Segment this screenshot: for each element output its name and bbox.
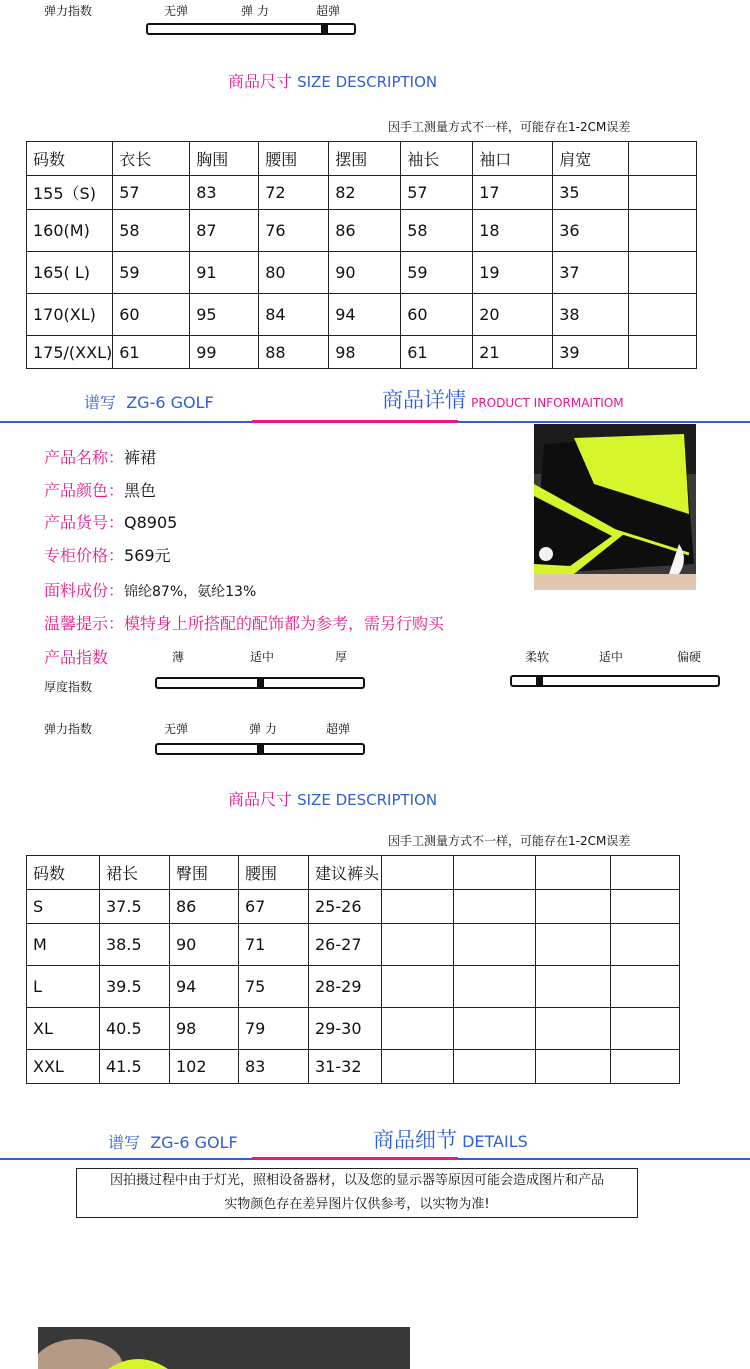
table-cell: 155（S) xyxy=(27,176,113,210)
table-cell xyxy=(611,1008,680,1050)
header-cell: 裙长 xyxy=(100,856,170,890)
table-cell xyxy=(611,1050,680,1084)
elastic-index-label: 弹力指数 xyxy=(44,722,93,736)
table-cell: 98 xyxy=(329,336,401,369)
elastic-mid-label: 弹 力 xyxy=(249,722,277,736)
product-info-title xyxy=(382,384,624,414)
table-cell: XXL xyxy=(27,1050,100,1084)
table-cell: 41.5 xyxy=(100,1050,170,1084)
header-cell xyxy=(629,142,697,176)
table-cell: 59 xyxy=(113,252,190,294)
brand-code-2: ZG-6 GOLF xyxy=(150,1133,238,1152)
table-cell xyxy=(454,1050,536,1084)
table-cell xyxy=(629,210,697,252)
table-cell: 94 xyxy=(329,294,401,336)
table-cell: 94 xyxy=(170,966,239,1008)
table-header-row xyxy=(27,856,680,890)
thickness-index-label: 厚度指数 xyxy=(44,680,93,694)
table-cell: 67 xyxy=(239,890,309,924)
table-cell xyxy=(536,966,611,1008)
table-cell xyxy=(536,924,611,966)
details-title xyxy=(373,1124,528,1154)
table-cell: 58 xyxy=(113,210,190,252)
table-row xyxy=(27,924,680,966)
table-cell: 21 xyxy=(473,336,553,369)
table-cell xyxy=(611,924,680,966)
table-cell xyxy=(382,966,454,1008)
table-cell xyxy=(629,176,697,210)
header-cell: 袖口 xyxy=(473,142,553,176)
details-title-cn: 商品细节 xyxy=(373,1128,457,1152)
table-row xyxy=(27,1008,680,1050)
table-cell: 59 xyxy=(401,252,473,294)
size-title-en: SIZE DESCRIPTION xyxy=(297,73,438,91)
table-cell: 36 xyxy=(553,210,629,252)
table-cell: 90 xyxy=(329,252,401,294)
product-photo xyxy=(534,424,696,590)
brand-line-2 xyxy=(108,1130,238,1153)
elastic-scale-bar xyxy=(155,743,365,755)
table-cell: 79 xyxy=(239,1008,309,1050)
header-cell: 建议裤头 xyxy=(309,856,382,890)
header-cell: 袖长 xyxy=(401,142,473,176)
table-cell xyxy=(629,252,697,294)
table-cell: 61 xyxy=(113,336,190,369)
table-cell xyxy=(382,890,454,924)
header-cell: 腰围 xyxy=(259,142,329,176)
table-cell: 60 xyxy=(113,294,190,336)
table-cell xyxy=(382,1050,454,1084)
header-cell: 胸围 xyxy=(190,142,259,176)
header-cell: 腰围 xyxy=(239,856,309,890)
table-cell: 80 xyxy=(259,252,329,294)
thickness-low-label: 薄 xyxy=(172,650,185,664)
table-cell: 75 xyxy=(239,966,309,1008)
table-cell: 87 xyxy=(190,210,259,252)
brand-code: ZG-6 GOLF xyxy=(126,393,214,412)
table-cell: 83 xyxy=(190,176,259,210)
table-cell: 37 xyxy=(553,252,629,294)
disclaimer-line-1: 因拍摄过程中由于灯光，照相设备器材，以及您的显示器等原因可能会造成图片和产品 xyxy=(109,1173,604,1188)
table-cell: 99 xyxy=(190,336,259,369)
softness-low-label: 柔软 xyxy=(525,650,550,664)
brand-name-2: 谱写 xyxy=(108,1133,141,1152)
brand-line xyxy=(84,390,214,413)
skirt-size-table xyxy=(26,855,680,1084)
info-name: 产品名称：裤裙 xyxy=(44,448,157,467)
softness-scale-marker xyxy=(536,677,543,685)
softness-high-label: 偏硬 xyxy=(677,650,702,664)
table-cell: 58 xyxy=(401,210,473,252)
header-cell xyxy=(382,856,454,890)
details-title-en: DETAILS xyxy=(462,1132,528,1151)
info-fabric: 面料成份：锦纶87%，氨纶13% xyxy=(44,581,257,600)
table-cell: 95 xyxy=(190,294,259,336)
table-cell: 29-30 xyxy=(309,1008,382,1050)
info-tip: 温馨提示：模特身上所搭配的配饰都为参考，需另行购买 xyxy=(44,614,445,633)
table-cell xyxy=(629,294,697,336)
thickness-mid-label: 适中 xyxy=(250,650,275,664)
table-header-row xyxy=(27,142,697,176)
section-divider-accent xyxy=(252,420,458,423)
elastic-scale-marker-top xyxy=(321,25,328,33)
table-cell: M xyxy=(27,924,100,966)
table-cell xyxy=(454,890,536,924)
table-cell: 25-26 xyxy=(309,890,382,924)
table-cell: 90 xyxy=(170,924,239,966)
skirt-illustration xyxy=(534,424,696,590)
table-cell: 38.5 xyxy=(100,924,170,966)
thickness-scale-marker xyxy=(257,679,264,687)
table-cell xyxy=(382,924,454,966)
table-cell: 82 xyxy=(329,176,401,210)
skirt-size-title-en: SIZE DESCRIPTION xyxy=(297,791,438,809)
header-cell: 码数 xyxy=(27,142,113,176)
header-cell: 肩宽 xyxy=(553,142,629,176)
elastic-scale-marker xyxy=(257,745,264,753)
table-cell: 39.5 xyxy=(100,966,170,1008)
table-cell: 18 xyxy=(473,210,553,252)
table-cell: 86 xyxy=(170,890,239,924)
size-title-cn: 商品尺寸 xyxy=(228,72,293,91)
table-cell: 40.5 xyxy=(100,1008,170,1050)
table-cell: 72 xyxy=(259,176,329,210)
info-price: 专柜价格：569元 xyxy=(44,546,171,565)
table-row xyxy=(27,1050,680,1084)
table-cell: 31-32 xyxy=(309,1050,382,1084)
skirt-size-title-cn: 商品尺寸 xyxy=(228,790,293,809)
disclaimer-line-2: 实物颜色存在差异图片仅供参考，以实物为准! xyxy=(224,1197,490,1212)
table-cell: XL xyxy=(27,1008,100,1050)
table-cell xyxy=(536,1050,611,1084)
table-cell: 102 xyxy=(170,1050,239,1084)
size-section-title xyxy=(228,69,437,92)
scale-low-label: 无弹 xyxy=(164,4,189,18)
elastic-scale-bar-top xyxy=(146,23,356,35)
thickness-high-label: 厚 xyxy=(335,650,348,664)
product-info-title-en: PRODUCT INFORMAITIOM xyxy=(471,396,624,410)
header-cell xyxy=(611,856,680,890)
table-cell: 19 xyxy=(473,252,553,294)
table-cell: 57 xyxy=(113,176,190,210)
table-cell: S xyxy=(27,890,100,924)
table-cell: 17 xyxy=(473,176,553,210)
table-cell xyxy=(536,890,611,924)
table-row xyxy=(27,336,697,369)
measurement-note: 因手工测量方式不一样，可能存在1-2CM误差 xyxy=(388,120,631,134)
softness-scale-bar xyxy=(510,675,720,687)
section-divider-accent-2 xyxy=(252,1157,458,1160)
disclaimer-box xyxy=(76,1168,638,1218)
table-row xyxy=(27,252,697,294)
brand-name: 谱写 xyxy=(84,393,117,412)
table-cell: 83 xyxy=(239,1050,309,1084)
header-cell: 衣长 xyxy=(113,142,190,176)
thickness-scale-bar xyxy=(155,677,365,689)
table-cell: 39 xyxy=(553,336,629,369)
table-row xyxy=(27,890,680,924)
scale-mid-label: 弹 力 xyxy=(241,4,269,18)
indices-title: 产品指数 xyxy=(44,648,109,667)
elastic-low-label: 无弹 xyxy=(164,722,189,736)
skirt-size-section-title xyxy=(228,787,437,810)
table-cell: 38 xyxy=(553,294,629,336)
elastic-index-label-top: 弹力指数 xyxy=(44,4,93,18)
table-cell: 160(M) xyxy=(27,210,113,252)
table-cell xyxy=(454,1008,536,1050)
table-cell: 71 xyxy=(239,924,309,966)
table-cell xyxy=(629,336,697,369)
header-cell xyxy=(454,856,536,890)
table-row xyxy=(27,294,697,336)
table-cell: 37.5 xyxy=(100,890,170,924)
product-info-title-cn: 商品详情 xyxy=(382,388,466,412)
header-cell xyxy=(536,856,611,890)
table-cell: 60 xyxy=(401,294,473,336)
table-cell: 170(XL) xyxy=(27,294,113,336)
table-row xyxy=(27,966,680,1008)
table-cell xyxy=(454,924,536,966)
table-cell xyxy=(454,966,536,1008)
table-cell: 86 xyxy=(329,210,401,252)
header-cell: 摆围 xyxy=(329,142,401,176)
elastic-high-label: 超弹 xyxy=(326,722,351,736)
table-cell xyxy=(611,966,680,1008)
top-size-table xyxy=(26,141,697,369)
header-cell: 臀围 xyxy=(170,856,239,890)
skirt-measurement-note: 因手工测量方式不一样，可能存在1-2CM误差 xyxy=(388,834,631,848)
table-cell: 26-27 xyxy=(309,924,382,966)
table-cell: 61 xyxy=(401,336,473,369)
table-cell: 88 xyxy=(259,336,329,369)
table-row xyxy=(27,210,697,252)
table-cell: 98 xyxy=(170,1008,239,1050)
table-cell: 35 xyxy=(553,176,629,210)
info-sku: 产品货号：Q8905 xyxy=(44,513,178,532)
table-cell: L xyxy=(27,966,100,1008)
table-cell xyxy=(536,1008,611,1050)
table-cell: 165( L) xyxy=(27,252,113,294)
softness-mid-label: 适中 xyxy=(599,650,624,664)
table-cell: 28-29 xyxy=(309,966,382,1008)
table-row xyxy=(27,176,697,210)
table-cell: 175/(XXL) xyxy=(27,336,113,369)
table-cell xyxy=(382,1008,454,1050)
info-color: 产品颜色：黑色 xyxy=(44,481,157,500)
table-cell: 20 xyxy=(473,294,553,336)
detail-photo-illustration xyxy=(38,1327,410,1369)
table-cell: 91 xyxy=(190,252,259,294)
header-cell: 码数 xyxy=(27,856,100,890)
scale-high-label: 超弹 xyxy=(316,4,341,18)
table-cell: 84 xyxy=(259,294,329,336)
table-cell: 76 xyxy=(259,210,329,252)
detail-photo xyxy=(38,1327,410,1369)
table-cell xyxy=(611,890,680,924)
table-cell: 57 xyxy=(401,176,473,210)
